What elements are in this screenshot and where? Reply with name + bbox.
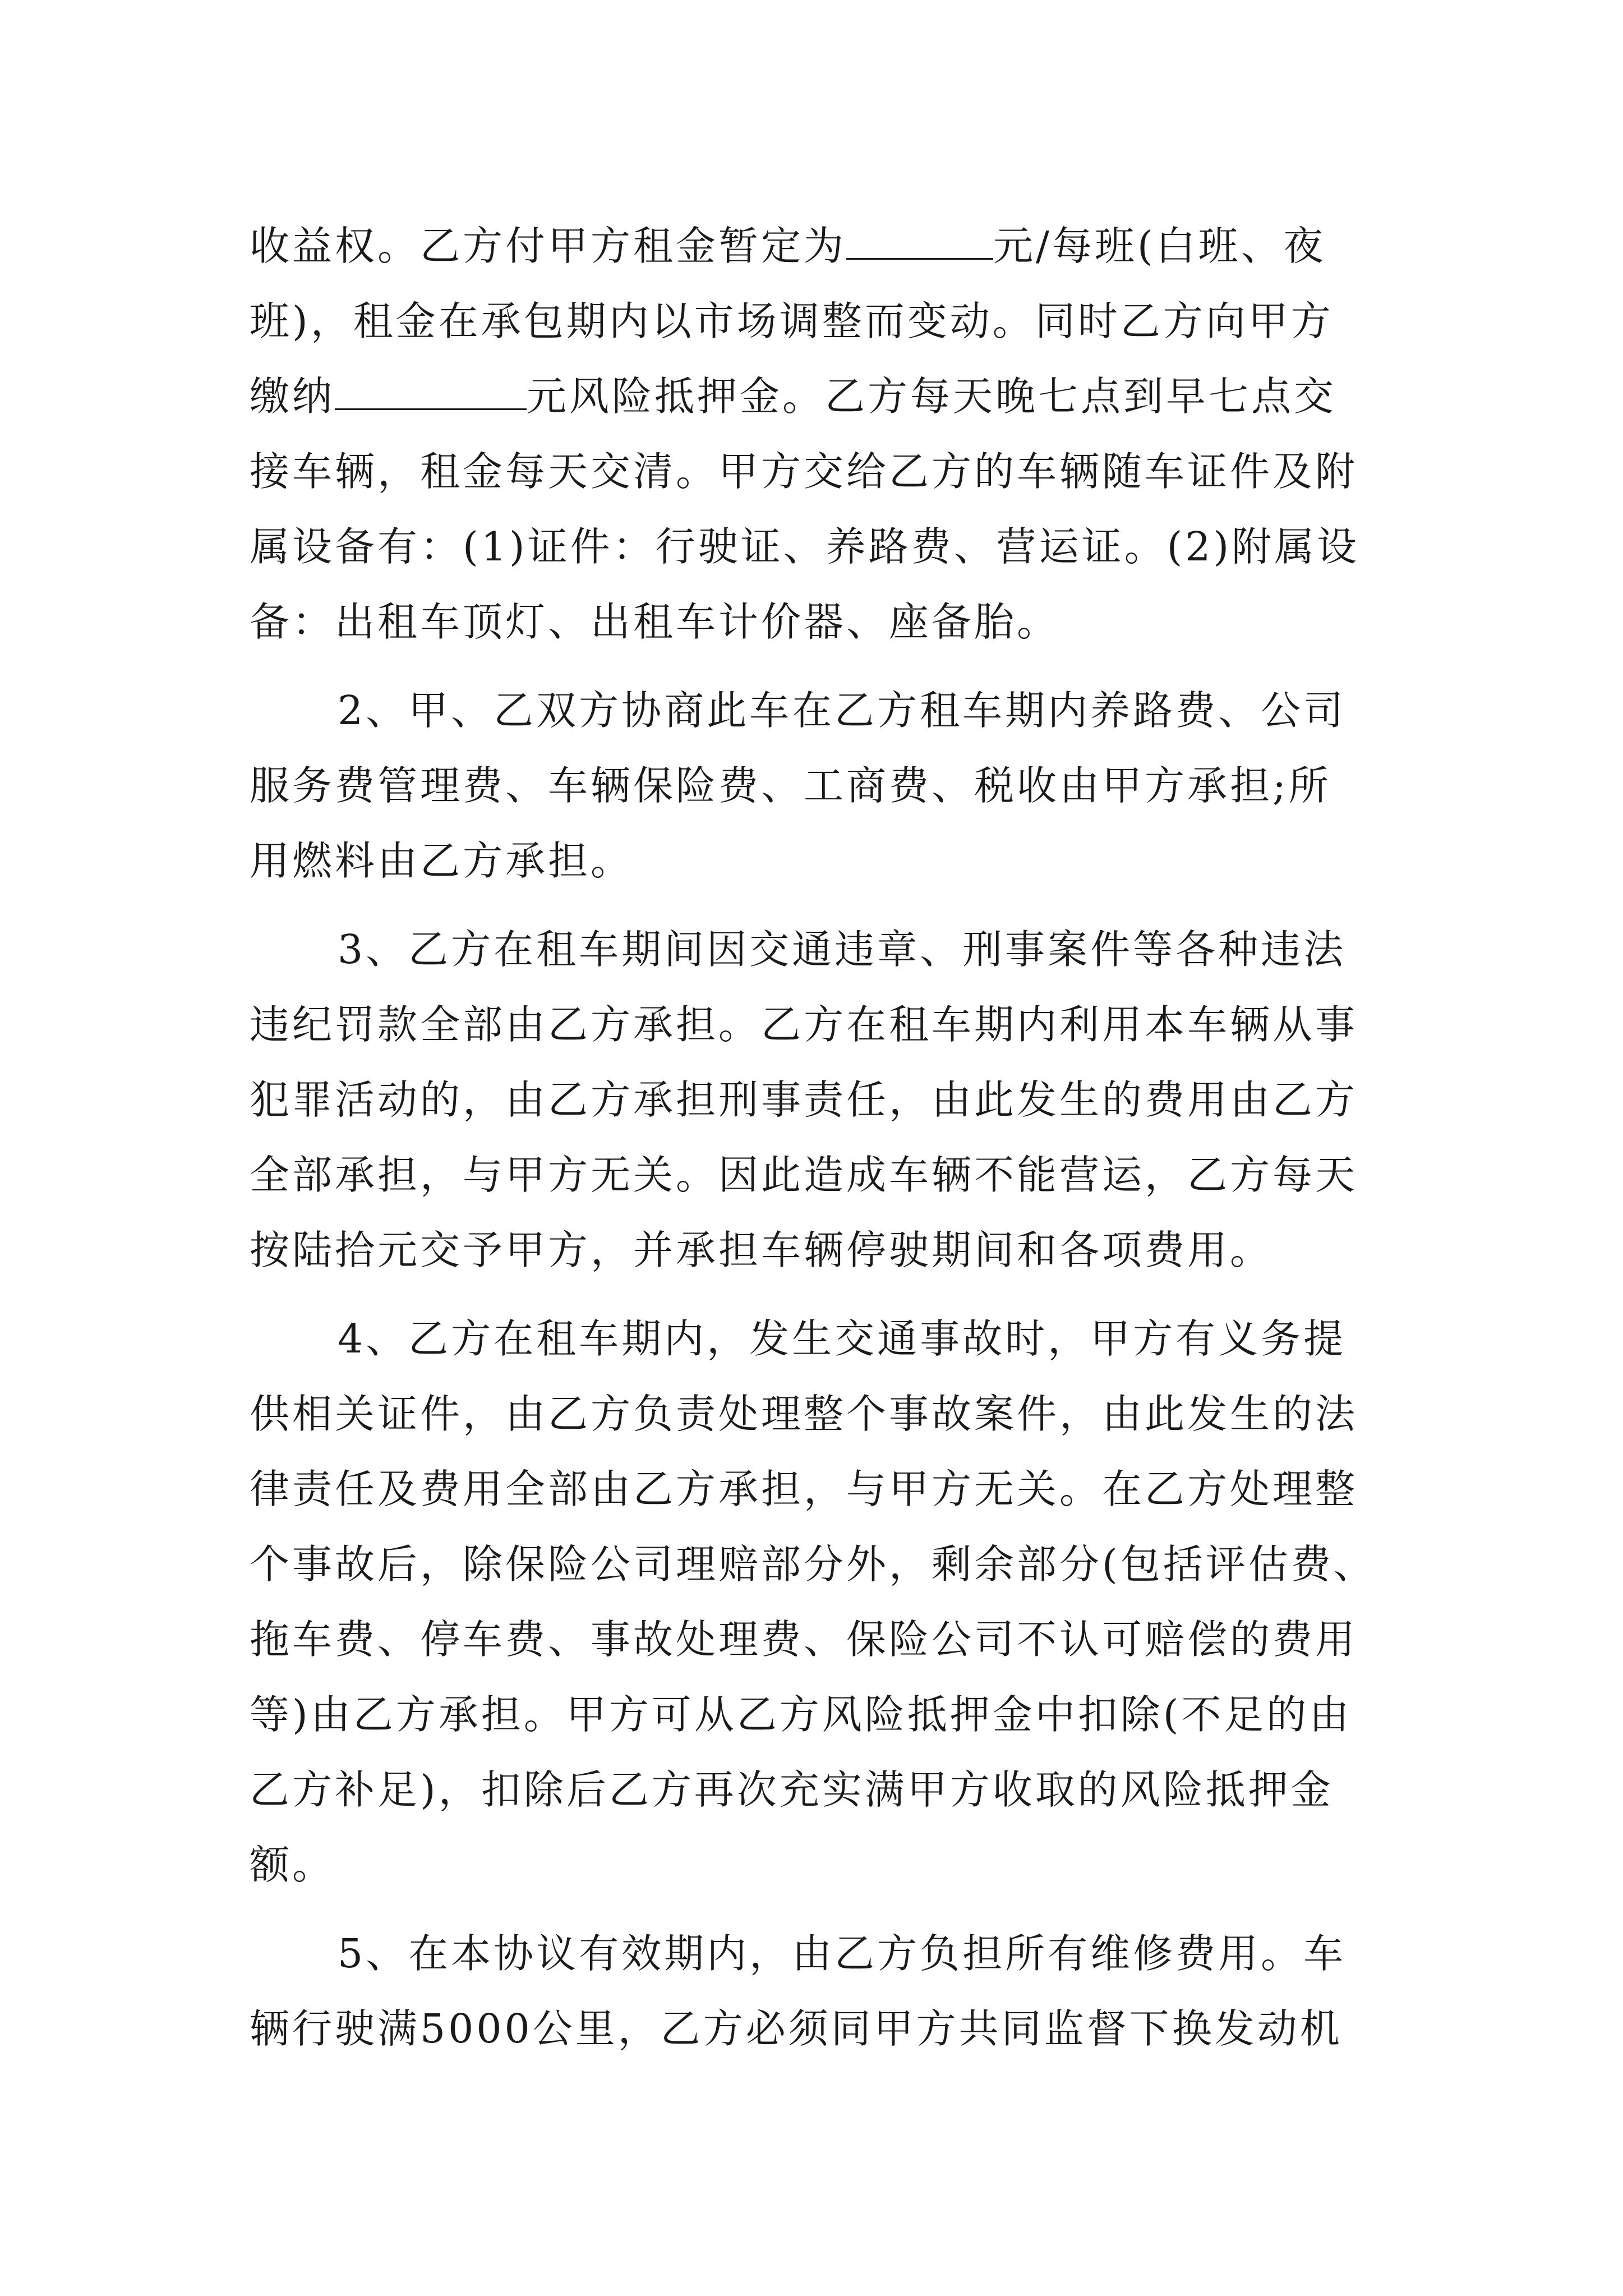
text-line: 律责任及费用全部由乙方承担，与甲方无关。在乙方处理整 <box>250 1466 1358 1512</box>
text-line <box>250 359 1377 434</box>
paragraph-clause-3 <box>250 912 1377 1288</box>
text-line: 3、乙方在租车期间因交通违章、刑事案件等各种违法 <box>338 926 1347 973</box>
deposit-amount-blank <box>335 374 527 410</box>
text-line: 按陆拾元交予甲方，并承担车辆停驶期间和各项费用。 <box>250 1227 1273 1273</box>
text-line: 2、甲、乙双方协商此车在乙方租车期内养路费、公司 <box>338 687 1347 734</box>
text-line: 违纪罚款全部由乙方承担。乙方在租车期内利用本车辆从事 <box>250 1001 1358 1048</box>
text-line: 额。 <box>250 1842 335 1888</box>
paragraph-clause-5 <box>250 1916 1377 2067</box>
paragraph-spacer <box>250 1903 1377 1916</box>
text-line <box>250 209 1377 284</box>
text-line: 属设备有：(1)证件：行驶证、养路费、营运证。(2)附属设 <box>250 523 1360 570</box>
text-line: 备：出租车顶灯、出租车计价器、座备胎。 <box>250 599 1060 645</box>
text-line: 等)由乙方承担。甲方可从乙方风险抵押金中扣除(不足的由 <box>250 1691 1352 1738</box>
text-line: 辆行驶满5000公里，乙方必须同甲方共同监督下换发动机 <box>250 2005 1343 2052</box>
text-line: 5、在本协议有效期内，由乙方负担所有维修费用。车 <box>338 1930 1347 1977</box>
text-segment: 元/每班(白班、夜 <box>993 223 1326 269</box>
text-segment: 缴纳 <box>250 373 335 420</box>
paragraph-spacer <box>250 899 1377 912</box>
text-line: 服务费管理费、车辆保险费、工商费、税收由甲方承担;所 <box>250 762 1331 809</box>
text-line: 个事故后，除保险公司理赔部分外，剩余部分(包括评估费、 <box>250 1541 1376 1588</box>
text-line: 4、乙方在租车期内，发生交通事故时，甲方有义务提 <box>338 1315 1347 1362</box>
text-segment: 元风险抵押金。乙方每天晚七点到早七点交 <box>527 373 1337 420</box>
text-line: 全部承担，与甲方无关。因此造成车辆不能营运，乙方每天 <box>250 1152 1358 1198</box>
text-segment: 收益权。乙方付甲方租金暂定为 <box>250 223 847 269</box>
text-line: 拖车费、停车费、事故处理费、保险公司不认可赔偿的费用 <box>250 1616 1358 1663</box>
paragraph-rent-terms <box>250 209 1377 660</box>
rent-amount-blank <box>846 223 993 260</box>
text-line: 用燃料由乙方承担。 <box>250 838 634 884</box>
paragraph-clause-2 <box>250 673 1377 899</box>
paragraph-spacer <box>250 1288 1377 1301</box>
text-line: 乙方补足)，扣除后乙方再次充实满甲方收取的风险抵押金 <box>250 1766 1334 1813</box>
paragraph-spacer <box>250 660 1377 673</box>
text-line: 供相关证件，由乙方负责处理整个事故案件，由此发生的法 <box>250 1391 1358 1437</box>
paragraph-clause-4 <box>250 1301 1377 1903</box>
text-line: 犯罪活动的，由乙方承担刑事责任，由此发生的费用由乙方 <box>250 1076 1358 1123</box>
text-line: 接车辆，租金每天交清。甲方交给乙方的车辆随车证件及附 <box>250 448 1358 495</box>
text-line: 班)，租金在承包期内以市场调整而变动。同时乙方向甲方 <box>250 298 1334 344</box>
document-body <box>250 209 1377 2067</box>
